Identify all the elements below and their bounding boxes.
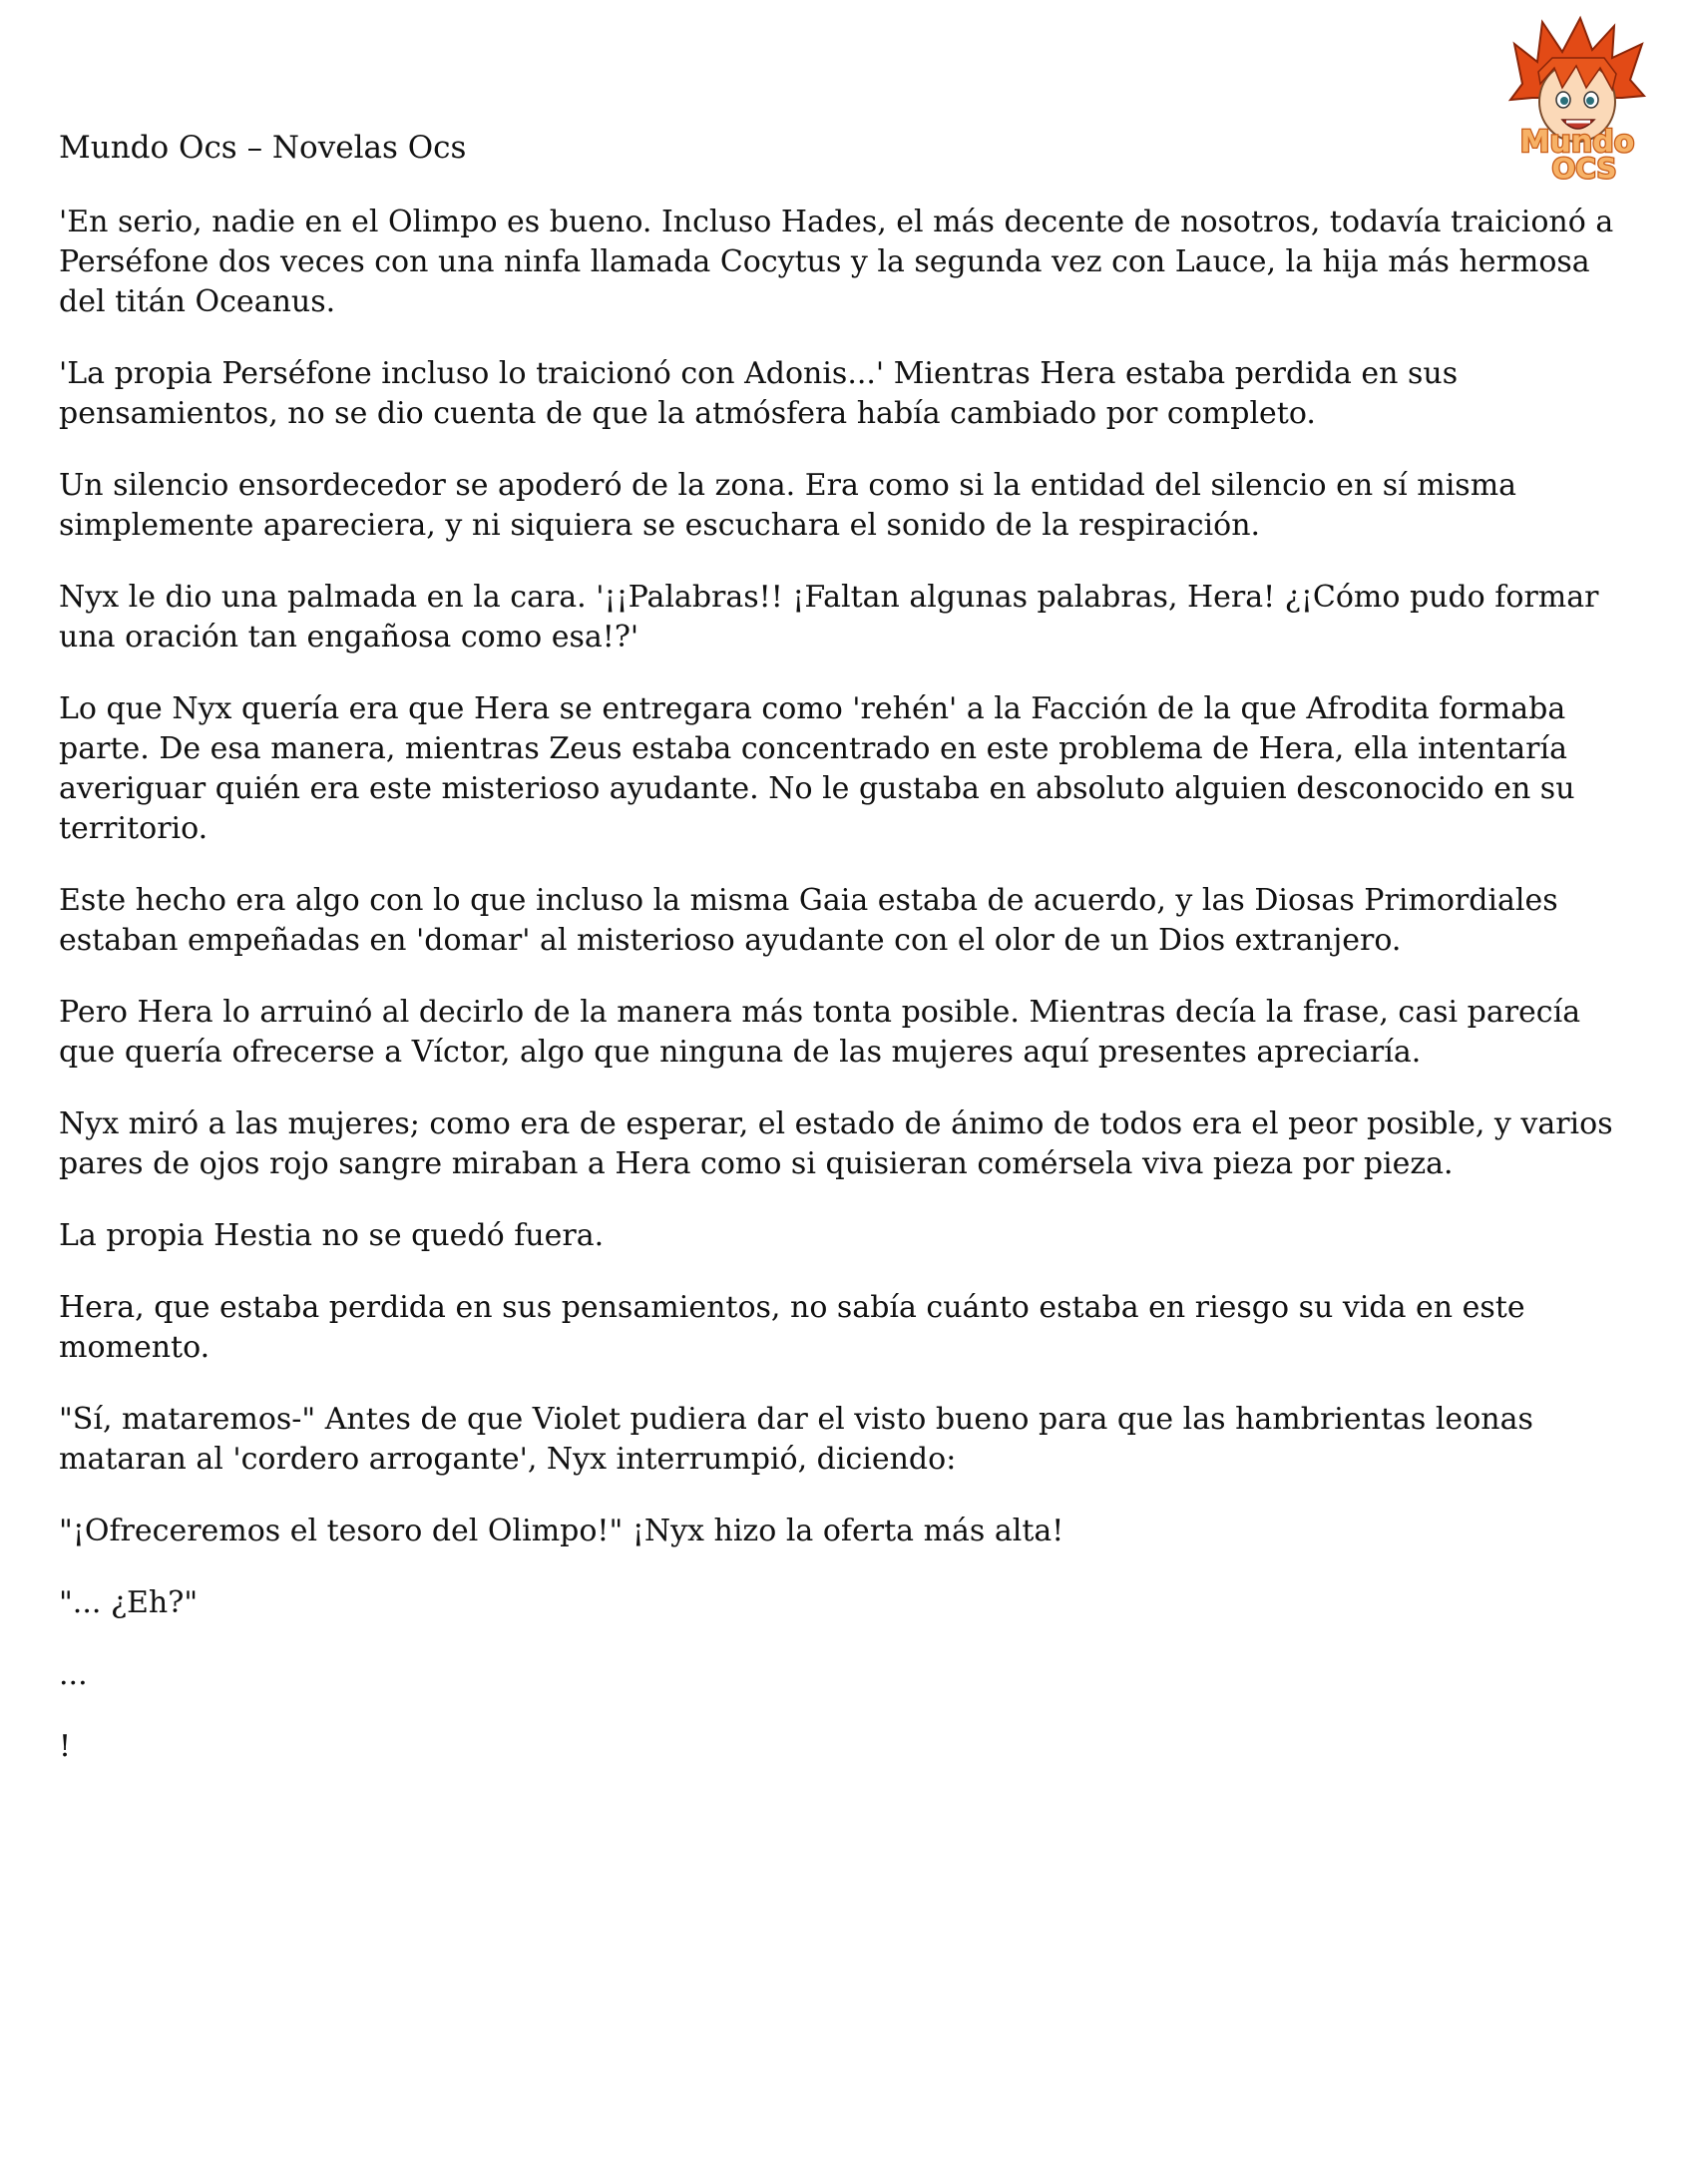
paragraph: ... (59, 1657, 88, 1692)
document-body (59, 203, 1635, 1799)
logo-text-bottom: OCS (1551, 152, 1617, 184)
page-header-title: Mundo Ocs – Novelas Ocs (59, 130, 467, 166)
paragraph: ! (59, 1729, 72, 1764)
paragraph: Pero Hera lo arruinó al decirlo de la manera más tonta posible. Mientras decía la frase, casi parecía que quería ofrecerse a Víctor, algo que ninguna de las mujeres aquí presentes apreciaría. (59, 995, 1581, 1070)
paragraph: Un silencio ensordecedor se apoderó de la zona. Era como si la entidad del silencio en sí misma simplemente apareciera, y ni siquiera se escuchara el sonido de la respiración. (59, 468, 1517, 543)
paragraph: 'En serio, nadie en el Olimpo es bueno. Incluso Hades, el más decente de nosotros, todavía traicionó a Perséfone dos veces con una ninfa llamada Cocytus y la segunda vez con Lauce, la hija más hermosa del titán Oceanus. (59, 205, 1614, 319)
paragraph: "... ¿Eh?" (59, 1585, 199, 1620)
paragraph: "Sí, mataremos-" Antes de que Violet pudiera dar el visto bueno para que las hambrientas leonas mataran al 'cordero arrogante', Nyx interrumpió, diciendo: (59, 1402, 1533, 1477)
logo-text-top: Mundo (1519, 125, 1635, 160)
paragraph: 'La propia Perséfone incluso lo traicionó con Adonis...' Mientras Hera estaba perdida en sus pensamientos, no se dio cuenta de que la atmósfera había cambiado por completo. (59, 356, 1459, 431)
paragraph: La propia Hestia no se quedó fuera. (59, 1218, 605, 1253)
paragraph: Hera, que estaba perdida en sus pensamientos, no sabía cuánto estaba en riesgo su vida en este momento. (59, 1290, 1525, 1365)
mundo-ocs-logo-icon (1492, 14, 1662, 184)
paragraph: Lo que Nyx quería era que Hera se entregara como 'rehén' a la Facción de la que Afrodita formaba parte. De esa manera, mientras Zeus estaba concentrado en este problema de Hera, ella intentaría averiguar quién era este misterioso ayudante. No le gustaba en absoluto alguien desconocido en su territorio. (59, 691, 1575, 846)
paragraph: "¡Ofreceremos el tesoro del Olimpo!" ¡Nyx hizo la oferta más alta! (59, 1514, 1064, 1548)
paragraph: Nyx le dio una palmada en la cara. '¡¡Palabras!! ¡Faltan algunas palabras, Hera! ¿¡Cómo pudo formar una oración tan engañosa como esa!?' (59, 580, 1599, 655)
paragraph: Nyx miró a las mujeres; como era de esperar, el estado de ánimo de todos era el peor posible, y varios pares de ojos rojo sangre miraban a Hera como si quisieran comérsela viva pieza por pieza. (59, 1106, 1613, 1181)
paragraph: Este hecho era algo con lo que incluso la misma Gaia estaba de acuerdo, y las Diosas Primordiales estaban empeñadas en 'domar' al misterioso ayudante con el olor de un Dios extranjero. (59, 883, 1558, 958)
